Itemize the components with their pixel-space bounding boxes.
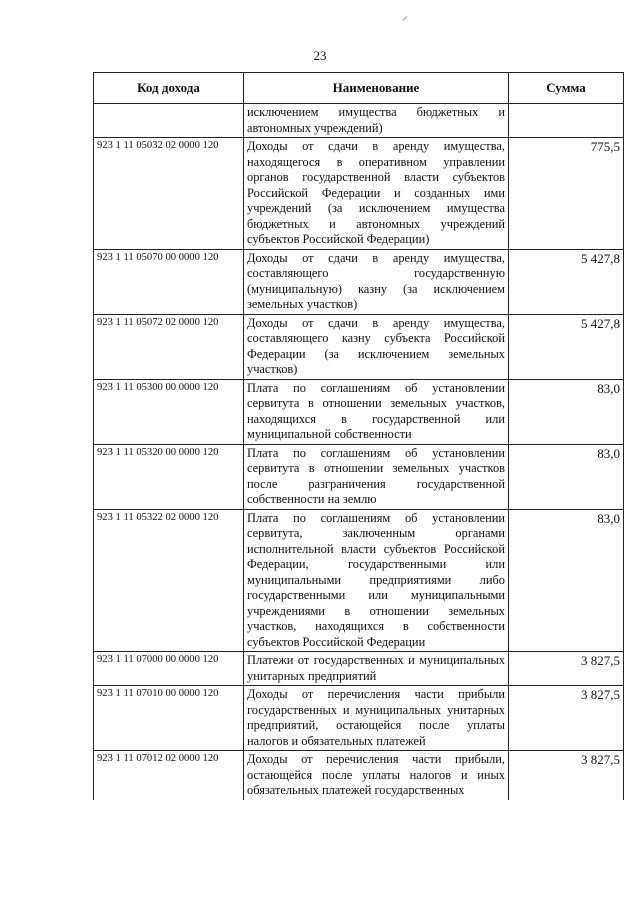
header-sum: Сумма [509, 73, 624, 104]
table-row [94, 751, 624, 800]
row-name: Доходы от сдачи в аренду имущества, находящегося в оперативном управлении органов государственной власти субъектов Российской Федерации и созданных ими учреждений (за исключением имущества бюджетных и автономных учреждений субъектов Российской Федерации) [244, 138, 509, 250]
row-sum [509, 104, 624, 138]
table-row [94, 686, 624, 751]
row-sum: 3 827,5 [509, 686, 624, 751]
row-sum: 5 427,8 [509, 314, 624, 379]
row-code: 923 1 11 05322 02 0000 120 [94, 509, 244, 652]
row-sum: 3 827,5 [509, 751, 624, 800]
row-sum: 3 827,5 [509, 652, 624, 686]
row-sum: 83,0 [509, 379, 624, 444]
row-sum: 83,0 [509, 509, 624, 652]
table-row [94, 104, 624, 138]
row-name: Платежи от государственных и муниципальных унитарных предприятий [244, 652, 509, 686]
row-sum: 83,0 [509, 444, 624, 509]
table-row [94, 444, 624, 509]
row-name: Доходы от перечисления части прибыли, остающейся после уплаты налогов и иных обязательных платежей государственных [244, 751, 509, 800]
row-code: 923 1 11 05300 00 0000 120 [94, 379, 244, 444]
row-code: 923 1 11 07012 02 0000 120 [94, 751, 244, 800]
row-code: 923 1 11 07000 00 0000 120 [94, 652, 244, 686]
table-row [94, 138, 624, 250]
row-code: 923 1 11 05072 02 0000 120 [94, 314, 244, 379]
row-name: Доходы от сдачи в аренду имущества, составляющего казну субъекта Российской Федерации (за исключением земельных участков) [244, 314, 509, 379]
row-name: исключением имущества бюджетных и автономных учреждений) [244, 104, 509, 138]
row-name: Плата по соглашениям об установлении сервитута в отношении земельных участков после разграничения государственной собственности на землю [244, 444, 509, 509]
row-name: Плата по соглашениям об установлении сервитута, заключенным органами исполнительной власти субъектов Российской Федерации, государственными или муниципальными предприятиями либо государственными или муниципальными учреждениями в отношении земельных участков, находящихся в собственности субъектов Российской Федерации [244, 509, 509, 652]
table-row [94, 249, 624, 314]
table-row [94, 314, 624, 379]
row-name: Доходы от перечисления части прибыли государственных и муниципальных унитарных предприятий, остающейся после уплаты налогов и обязательных платежей [244, 686, 509, 751]
row-code: 923 1 11 05032 02 0000 120 [94, 138, 244, 250]
row-name: Плата по соглашениям об установлении сервитута в отношении земельных участков, находящихся в государственной или муниципальной собственности [244, 379, 509, 444]
row-name: Доходы от сдачи в аренду имущества, составляющего государственную (муниципальную) казну (за исключением земельных участков) [244, 249, 509, 314]
header-name: Наименование [244, 73, 509, 104]
row-code: 923 1 11 07010 00 0000 120 [94, 686, 244, 751]
revenue-table [93, 72, 624, 800]
row-code: 923 1 11 05320 00 0000 120 [94, 444, 244, 509]
row-sum: 775,5 [509, 138, 624, 250]
table-row [94, 379, 624, 444]
table-row [94, 652, 624, 686]
row-code: 923 1 11 05070 00 0000 120 [94, 249, 244, 314]
row-code [94, 104, 244, 138]
page-number: 23 [313, 48, 327, 63]
table-row [94, 509, 624, 652]
scan-mark [402, 16, 407, 21]
row-sum: 5 427,8 [509, 249, 624, 314]
table-header-row [94, 73, 624, 104]
header-code: Код дохода [94, 73, 244, 104]
